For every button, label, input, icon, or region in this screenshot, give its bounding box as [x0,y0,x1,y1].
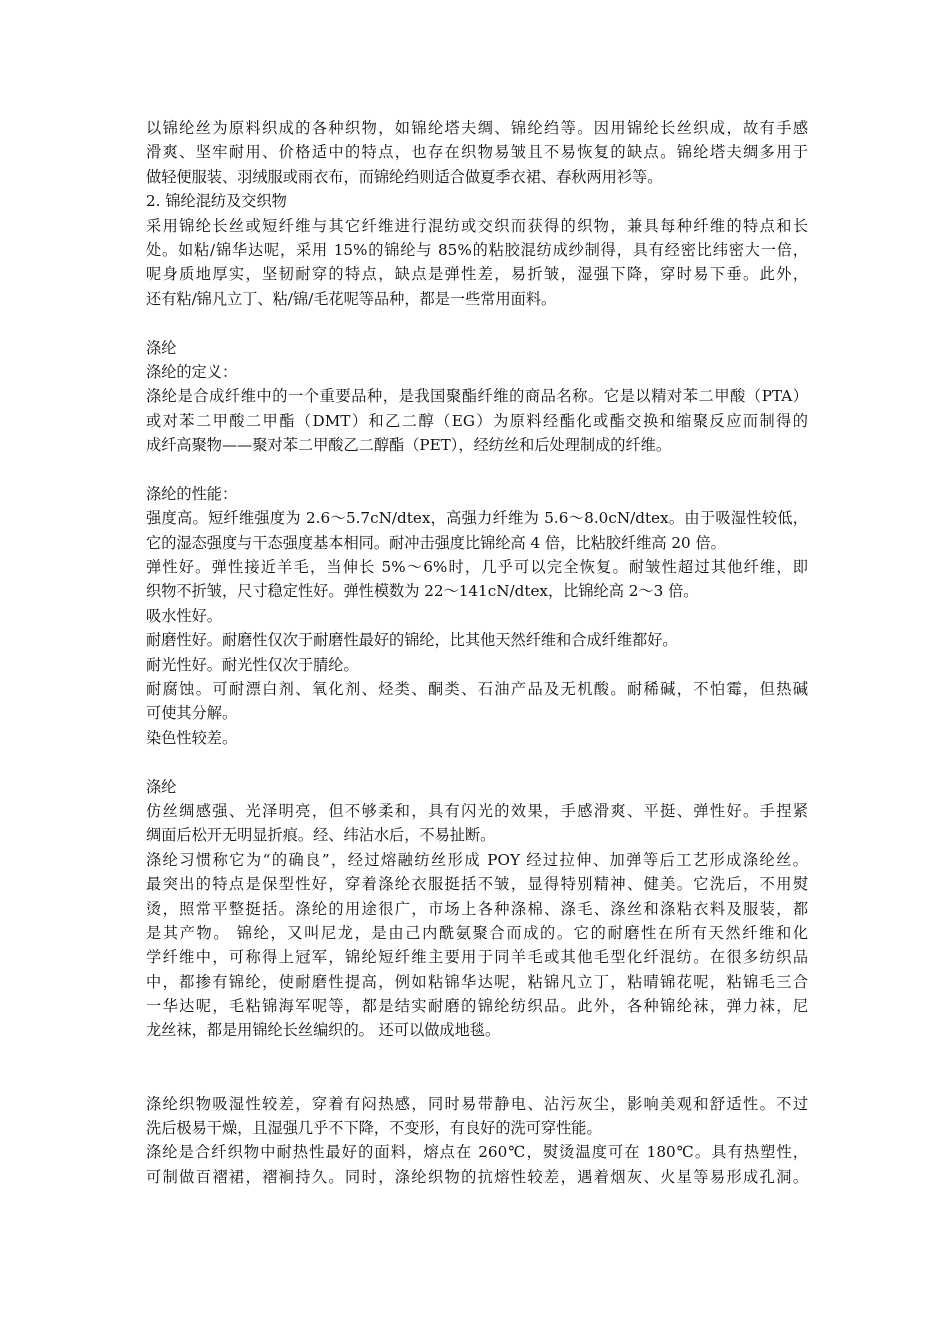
text-line: 龙丝袜，都是用锦纶长丝编织的。 还可以做成地毯。 [146,1021,501,1040]
text-line: 可制做百褶裙，褶裥持久。同时，涤纶织物的抗熔性较差，遇着烟灰、火星等易形成孔洞。 [146,1167,808,1186]
text-line: 做轻便服装、羽绒服或雨衣布，而锦纶绉则适合做夏季衣裙、春秋两用衫等。 [146,167,663,186]
text-line: 涤纶是合成纤维中的一个重要品种，是我国聚酯纤维的商品名称。它是以精对苯二甲酸（PTA） [146,387,808,406]
text-line: 采用锦纶长丝或短纤维与其它纤维进行混纺或交织而获得的织物，兼具每种纤维的特点和长 [146,216,808,235]
text-line: 滑爽、坚牢耐用、价格适中的特点，也存在织物易皱且不易恢复的缺点。锦纶塔夫绸多用于 [146,143,808,162]
text-line: 绸面后松开无明显折痕。经、纬沾水后，不易扯断。 [146,826,496,845]
text-line: 耐磨性好。耐磨性仅次于耐磨性最好的锦纶，比其他天然纤维和合成纤维都好。 [146,631,678,650]
text-line: 弹性好。弹性接近羊毛，当伸长 5%～6%时，几乎可以完全恢复。耐皱性超过其他纤维，即 [146,558,808,577]
document-page [146,116,808,1189]
text-line: 洗后极易干燥，且湿强几乎不下降，不变形，有良好的洗可穿性能。 [146,1119,602,1138]
text-line: 耐腐蚀。可耐漂白剂、氧化剂、烃类、酮类、石油产品及无机酸。耐稀碱，不怕霉，但热碱 [146,679,808,698]
blank-line [146,1067,808,1091]
text-line: 涤纶习惯称它为“的确良”，经过熔融纺丝形成 POY 经过拉伸、加弹等后工艺形成涤纶丝。 [146,850,808,869]
text-line: 可使其分解。 [146,704,238,723]
text-line: 涤纶 [146,777,177,796]
text-line: 最突出的特点是保型性好，穿着涤纶衣服挺括不皱，显得特别精神、健美。它洗后，不用熨 [146,875,808,894]
text-line: 以锦纶丝为原料织成的各种织物，如锦纶塔夫绸、锦纶绉等。因用锦纶长丝织成，故有手感 [146,119,808,137]
text-line: 处。如粘/锦华达呢，采用 15%的锦纶与 85%的粘胶混纺成纱制得，具有经密比纬密大一倍， [146,240,808,259]
text-line: 染色性较差。 [146,728,238,747]
text-line: 涤纶 [146,338,177,357]
text-line: 是其产物。 锦纶，又叫尼龙，是由己内酰氨聚合而成的。它的耐磨性在所有天然纤维和化 [146,923,808,942]
text-line: 它的湿态强度与干态强度基本相同。耐冲击强度比锦纶高 4 倍，比粘胶纤维高 20 倍。 [146,533,726,552]
text-line: 或对苯二甲酸二甲酯（DMT）和乙二醇（EG）为原料经酯化或酯交换和缩聚反应而制得的 [146,411,808,430]
text-line: 涤纶织物吸湿性较差，穿着有闷热感，同时易带静电、沾污灰尘，影响美观和舒适性。不过 [146,1094,808,1113]
text-line: 学纤维中，可称得上冠军，锦纶短纤维主要用于同羊毛或其他毛型化纤混纺。在很多纺织品 [146,948,808,967]
blank-line [146,311,808,335]
text-line: 中，都掺有锦纶，使耐磨性提高，例如粘锦华达呢，粘锦凡立丁，粘晴锦花呢，粘锦毛三合 [146,972,808,991]
text-line: 织物不折皱，尺寸稳定性好。弹性模数为 22～141cN/dtex，比锦纶高 2～3 倍。 [146,582,699,601]
text-line: 耐光性好。耐光性仅次于腈纶。 [146,655,359,674]
text-line: 吸水性好。 [146,606,222,625]
text-line: 强度高。短纤维强度为 2.6～5.7cN/dtex，高强力纤维为 5.6～8.0cN/dtex。由于吸湿性较低， [146,509,808,528]
text-line: 呢身质地厚实，坚韧耐穿的特点，缺点是弹性差，易折皱，湿强下降，穿时易下垂。此外， [146,265,808,284]
text-line: 成纤高聚物——聚对苯二甲酸乙二醇酯（PET），经纺丝和后处理制成的纤维。 [146,436,672,455]
text-line: 涤纶是合纤织物中耐热性最好的面料，熔点在 260℃，熨烫温度可在 180℃。具有热塑性， [146,1143,808,1162]
blank-line [146,457,808,481]
blank-line [146,1043,808,1067]
blank-line [146,750,808,774]
text-line: 2. 锦纶混纺及交织物 [146,192,287,211]
text-line: 仿丝绸感强、光泽明亮，但不够柔和，具有闪光的效果，手感滑爽、平挺、弹性好。手捏紧 [146,801,808,820]
text-line: 还有粘/锦凡立丁、粘/锦/毛花呢等品种，都是一些常用面料。 [146,289,557,308]
text-line: 烫，照常平整挺括。涤纶的用途很广，市场上各种涤棉、涤毛、涤丝和涤粘衣料及服装，都 [146,899,808,918]
text-line: 一华达呢，毛粘锦海军呢等，都是结实耐磨的锦纶纺织品。此外，各种锦纶袜，弹力袜，尼 [146,997,808,1016]
text-line: 涤纶的定义： [146,362,238,381]
text-line: 涤纶的性能： [146,484,238,503]
